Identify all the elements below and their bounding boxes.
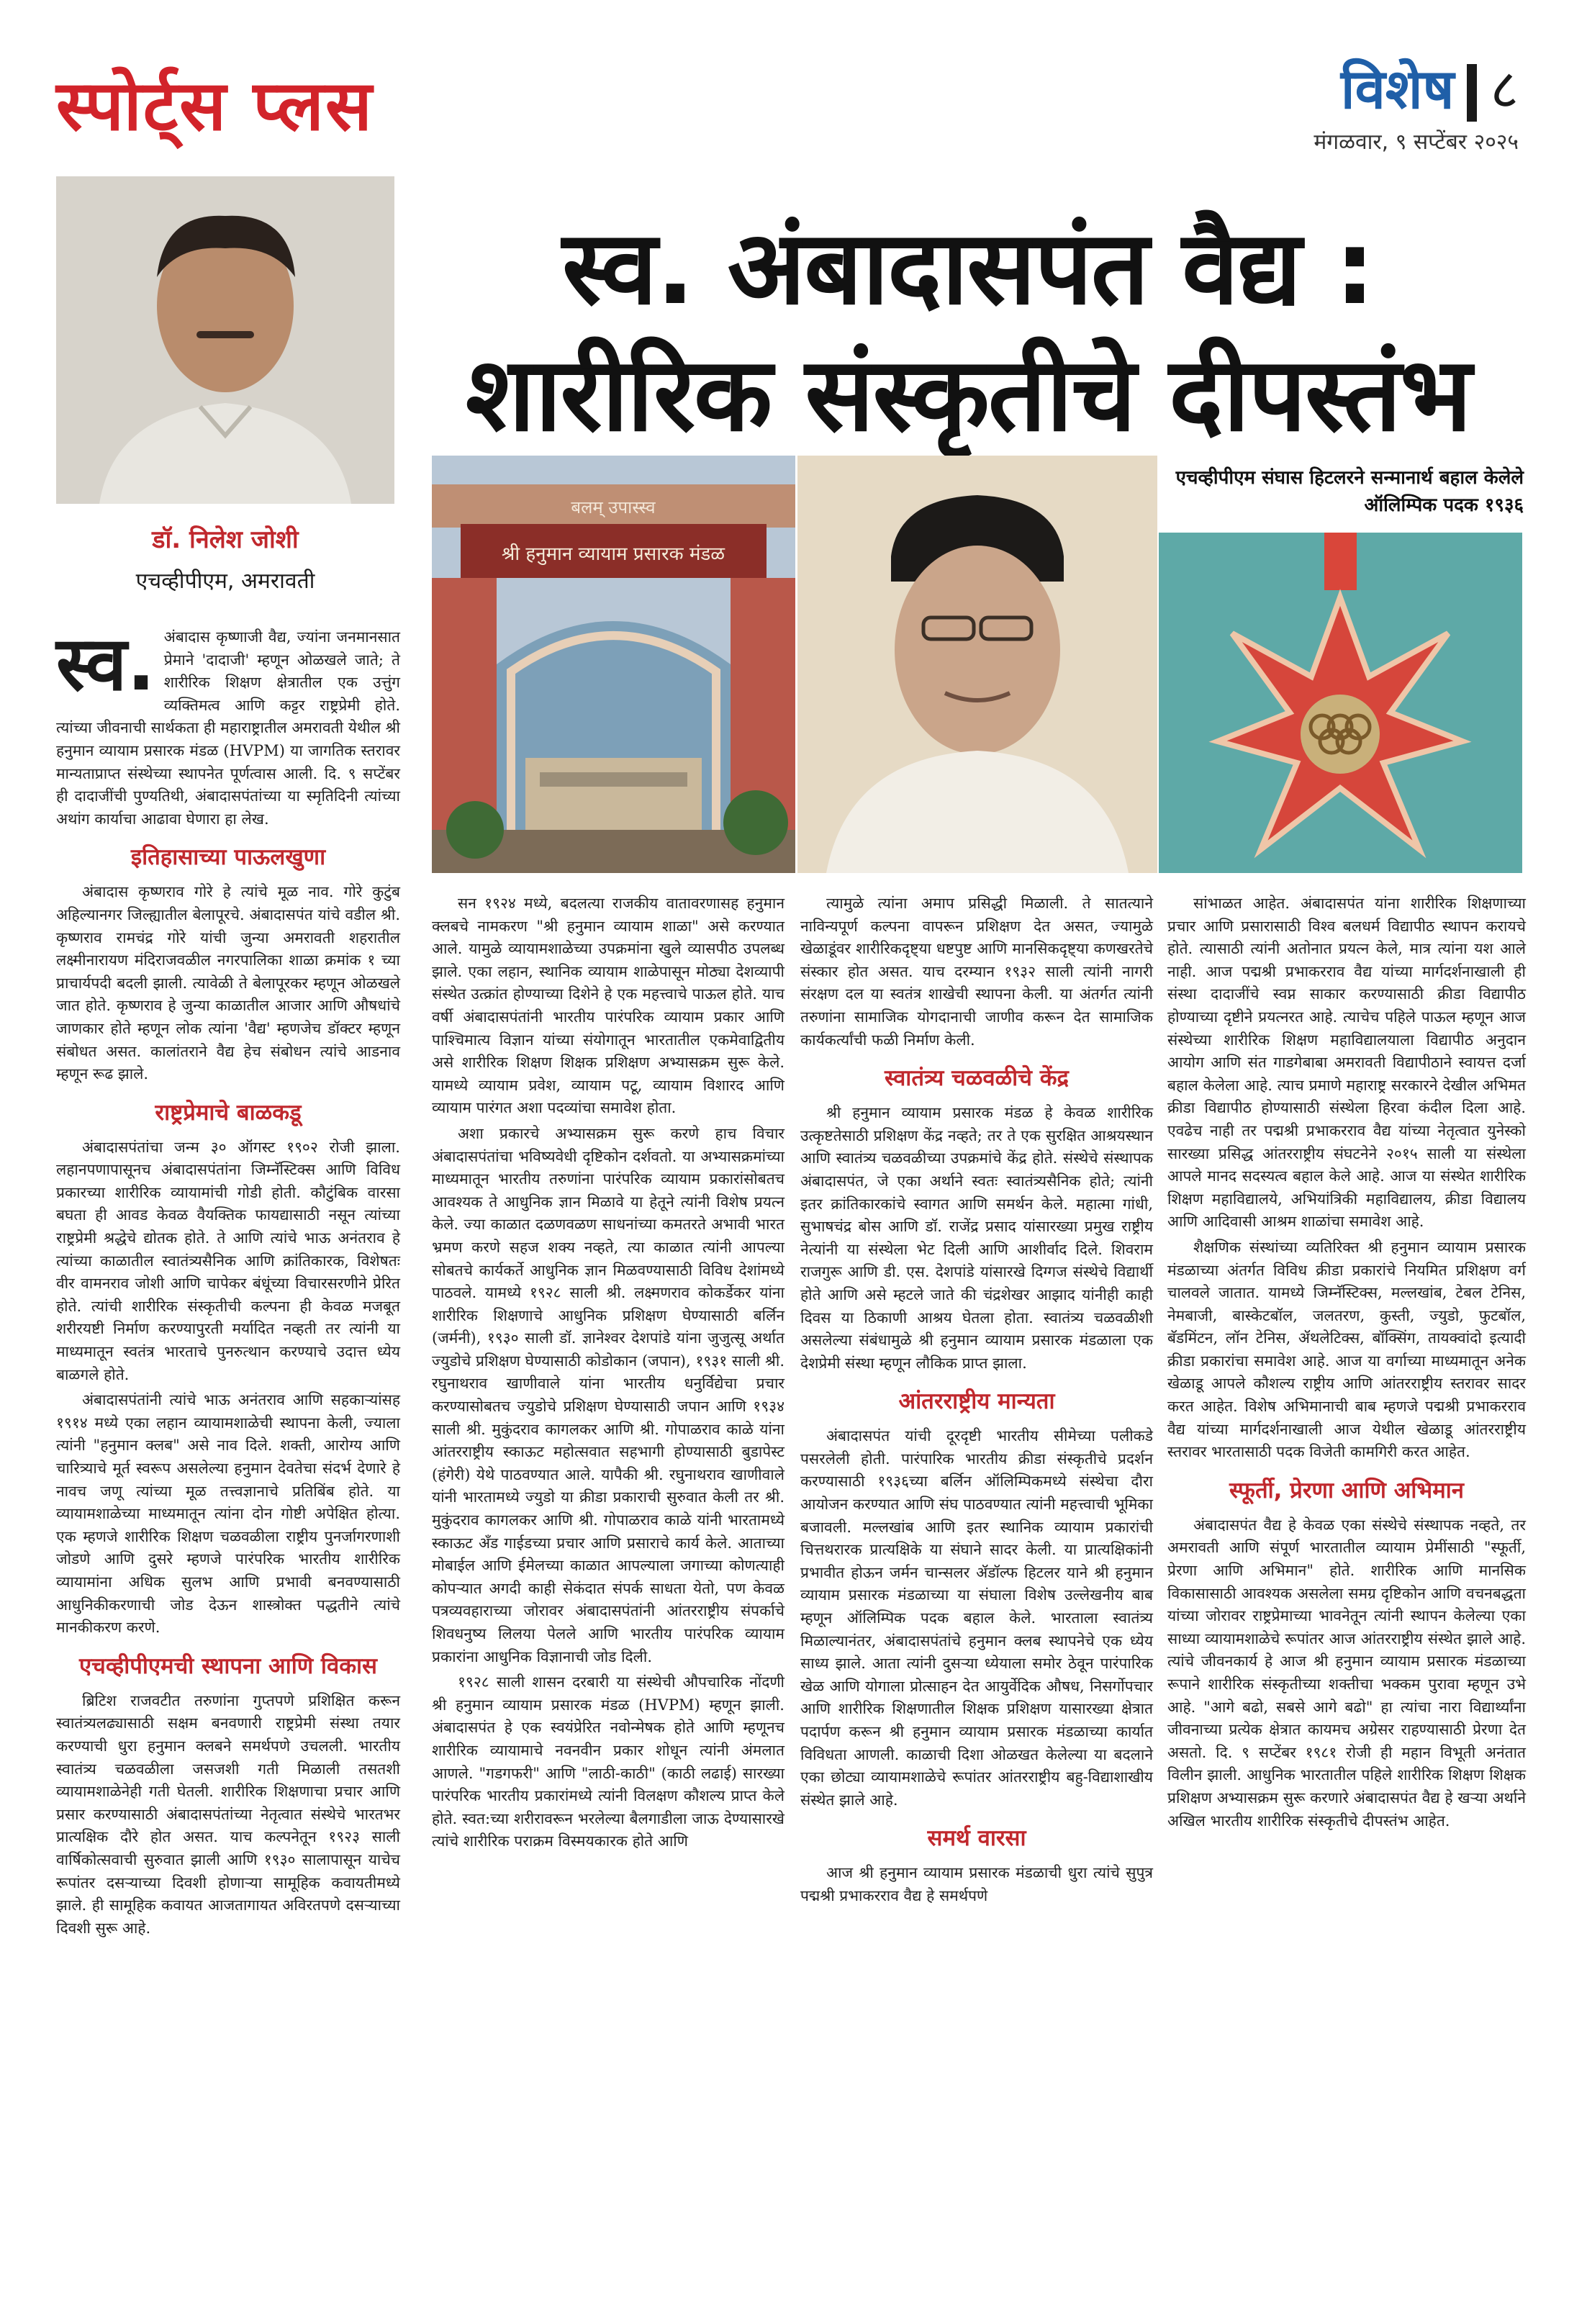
paragraph: अंबादासपंतांनी त्यांचे भाऊ अनंतराव आणि सहकाऱ्यांसह १९१४ मध्ये एका लहान व्यायामशाळेची स्थापना केली, ज्याला त्यांनी "हनुमान क्लब" असे नाव दिले. शक्ती, आरोग्य आणि चारित्र्याचे मूर्त स्वरूप असलेल्या हनुमान देवतेचा संदर्भ देणारे हे नावच जणू त्यांच्या मूळ तत्त्वज्ञानाचे प्रतिबिंब होते. या व्यायामशाळेच्या माध्यमातून त्यांना दोन गोष्टी अपेक्षित होत्या. एक म्हणजे शारीरिक शिक्षण चळवळीला राष्ट्रीय पुनर्जागरणाशी जोडणे आणि दुसरे म्हणजे पारंपरिक भारतीय शारीरिक व्यायामांना अधिक सुलभ आणि प्रभावी बनवण्यासाठी आधुनिकीकरणाची जोड देऊन शास्त्रोक्त पद्धतीने त्यांचे मानकीकरण करणे. — [56, 1391, 400, 1637]
paragraph: सांभाळत आहेत. अंबादासपंत यांना शारीरिक शिक्षणाच्या प्रचार आणि प्रसारासाठी विश्व बलधर्म विद्यापीठ स्थापन करायचे होते. त्यासाठी त्यांनी अतोनात प्रयत्न केले, मात्र त्यांना यश आले नाही. आज पद्मश्री प्रभाकरराव वैद्य यांच्या मार्गदर्शनाखाली ही संस्था दादाजींचे स्वप्न साकार करण्यासाठी क्रीडा विद्यापीठ होण्याच्या दृष्टीने प्रयत्नरत आहे. त्याचेच पहिले पाऊल म्हणून आज संस्थेच्या शारीरिक शिक्षण महाविद्यालयाला विद्यापीठ अनुदान आयोग आणि संत गाडगेबाबा अमरावती विद्यापीठाने स्वायत्त दर्जा बहाल केलेला आहे. त्याच प्रमाणे महाराष्ट्र सरकारने देखील अभिमत क्रीडा विद्यापीठ होण्यासाठी संस्थेला हिरवा कंदील दिला आहे. एवढेच नाही तर पद्मश्री प्रभाकरराव वैद्य यांच्या नेतृत्वात युनेस्को सारख्या प्रसिद्ध आंतरराष्ट्रीय संघटनेने २०१५ साली या संस्थेला आपले मानद सदस्यत्व बहाल केले आहे. आज या संस्थेत शारीरिक शिक्षण महाविद्यालये, अभियांत्रिकी महाविद्यालय, क्रीडा विद्यालय आणि आदिवासी आश्रम शाळांचा समावेश आहे. — [1167, 895, 1526, 1231]
headline-line-2: शारीरिक संस्कृतीचे दीपस्तंभ — [466, 335, 1470, 454]
building-photo — [432, 456, 795, 873]
building-gate-image — [432, 456, 795, 873]
author-portrait-icon — [56, 176, 394, 504]
headline — [403, 205, 1533, 458]
author-name: डॉ. निलेश जोशी — [152, 525, 299, 554]
medal-caption: एचव्हीपीएम संघास हिटलरने सन्मानार्थ बहाल केलेले ऑलिम्पिक पदक १९३६ — [1175, 467, 1524, 516]
divider — [1467, 64, 1477, 122]
paragraph: सन १९२४ मध्ये, बदलत्या राजकीय वातावरणासह हनुमान क्लबचे नामकरण "श्री हनुमान व्यायाम शाळा" असे करण्यात आले. यामुळे व्यायामशाळेच्या उपक्रमांना खुले व्यासपीठ उपलब्ध झाले. एका लहान, स्थानिक व्यायाम शाळेपासून मोठ्या देशव्यापी संस्थेत उत्क्रांत होण्याच्या दिशेने हे एक महत्त्वाचे पाऊल होते. याच वर्षी अंबादासपंतांनी भारतीय पारंपरिक व्यायाम प्रकार आणि पाश्चिमात्य विज्ञान यांच्या संयोगातून भारतातील एकमेवाद्वितीय असे शारीरिक शिक्षण शिक्षक प्रशिक्षण अभ्यासक्रम सुरू केले. यामध्ये व्यायाम प्रवेश, व्यायाम पटू, व्यायाम विशारद आणि व्यायाम पारंगत अशा पदव्यांचा समावेश होता. — [432, 895, 785, 1117]
paragraph: शैक्षणिक संस्थांच्या व्यतिरिक्त श्री हनुमान व्यायाम प्रसारक मंडळाच्या अंतर्गत विविध क्रीडा प्रकारांचे नियमित प्रशिक्षण वर्ग चालवले जातात. यामध्ये जिम्नॅस्टिक्स, मल्लखांब, टेबल टेनिस, नेमबाजी, बास्केटबॉल, जलतरण, कुस्ती, ज्युडो, फुटबॉल, बॅडमिंटन, लॉन टेनिस, ॲथलेटिक्स, बॉक्सिंग, तायक्वांदो इत्यादी क्रीडा प्रकारांचा समावेश आहे. आज या वर्गाच्या माध्यमातून अनेक खेळाडू आपले कौशल्य राष्ट्रीय आणि आंतरराष्ट्रीय स्तरावर सादर करत आहेत. विशेष अभिमानाची बाब म्हणजे पद्मश्री प्रभाकरराव वैद्य यांच्या मार्गदर्शनाखाली आज येथील खेळाडू आंतरराष्ट्रीय स्तरावर भारतासाठी पदक विजेती कामगिरी करत आहेत. — [1167, 1238, 1526, 1461]
subhead-freedom: स्वातंत्र्य चळवळीचे केंद्र — [885, 1065, 1069, 1092]
ambadaspant-portrait-icon — [797, 456, 1157, 873]
dropcap: स्व. — [56, 620, 155, 707]
paragraph: श्री हनुमान व्यायाम प्रसारक मंडळ हे केवळ शारीरिक उत्कृष्टतेसाठी प्रशिक्षण केंद्र नव्हते; तर ते एक सुरक्षित आश्रयस्थान आणि स्वातंत्र्य चळवळीच्या उपक्रमांचे केंद्र होते. संस्थेचे संस्थापक अंबादासपंत, जे एका अर्थाने स्वतः स्वातंत्र्यसैनिक होते; त्यांनी इतर क्रांतिकारकांचे स्वागत आणि समर्थन केले. महात्मा गांधी, सुभाषचंद्र बोस आणि डॉ. राजेंद्र प्रसाद यांसारख्या प्रमुख राष्ट्रीय नेत्यांनी या संस्थेला भेट दिली आणि आशीर्वाद दिले. शिवराम राजगुरू आणि डी. एस. देशपांडे यांसारखे दिग्गज संस्थेचे विद्यार्थी होते आणि असे म्हटले जाते की चंद्रशेखर आझाद यांनीही काही दिवस या ठिकाणी आश्रय घेतला होता. स्वातंत्र्य चळवळीशी असलेल्या संबंधामुळे श्री हनुमान व्यायाम प्रसारक मंडळाला एक देशप्रेमी संस्था म्हणून लौकिक प्राप्त झाला. — [800, 1104, 1153, 1372]
subhead-patriotism: राष्ट्रप्रेमाचे बाळकडू — [155, 1099, 302, 1126]
issue-date: मंगळवार, ९ सप्टेंबर २०२५ — [1314, 130, 1519, 155]
paragraph: ब्रिटिश राजवटीत तरुणांना गुप्तपणे प्रशिक्षित करून स्वातंत्र्यलढ्यासाठी सक्षम बनवणारी राष्ट्रप्रेमी संस्था तयार करण्याची धुरा हनुमान क्लबने समर्थपणे उचलली. भारतीय स्वातंत्र्य चळवळीला जसजशी गती मिळाली तसतशी व्यायामशाळेनेही गती घेतली. शारीरिक शिक्षणाचा प्रचार आणि प्रसार करण्यासाठी अंबादासपंतांच्या नेतृत्वात संस्थेचे भारतभर प्रात्यक्षिक दौरे होत असत. याच कल्पनेतून १९२३ साली वार्षिकोत्सवाची सुरुवात झाली आणि १९३० सालापासून याचेच रूपांतर दसऱ्याच्या दिवशी होणाऱ्या सामूहिक कवायतीमध्ये झाले. ही सामूहिक कवायत आजतागायत अविरतपणे दसऱ्याच्या दिवशी सुरू आहे. — [56, 1691, 400, 1937]
paragraph: त्यामुळे त्यांना अमाप प्रसिद्धी मिळाली. ते सातत्याने नाविन्यपूर्ण कल्पना वापरून प्रशिक्षण देत असत, ज्यामुळे खेळाडूंवर शारीरिकदृष्ट्या धष्टपुष्ट आणि मानसिकदृष्ट्या कणखरतेचे संस्कार होत असत. याच दरम्यान १९३२ साली त्यांनी नागरी संरक्षण दल या स्वतंत्र शाखेची स्थापना केली. या अंतर्गत त्यांनी तरुणांना सामाजिक योगदानाची जाणीव करून देत सामाजिक कार्यकर्त्यांची फळी निर्माण केली. — [800, 895, 1153, 1049]
column-1 — [56, 620, 400, 1943]
paragraph: अंबादासपंत वैद्य हे केवळ एका संस्थेचे संस्थापक नव्हते, तर अमरावती आणि संपूर्ण भारतातील व्यायाम प्रेमींसाठी "स्फूर्ती, प्रेरणा आणि अभिमान" होते. शारीरिक आणि मानसिक विकासासाठी आवश्यक असलेला समग्र दृष्टिकोन आणि वचनबद्धता यांच्या जोरावर राष्ट्रप्रेमाच्या भावनेतून त्यांनी स्थापन केलेल्या एका साध्या व्यायामशाळेचे रूपांतर आज आंतरराष्ट्रीय संस्थेत झाले आहे. त्यांचे जीवनकार्य हे आज श्री हनुमान व्यायाम प्रसारक मंडळाच्या रूपाने शारीरिक संस्कृतीच्या शक्तीचा भक्कम पुरावा म्हणून उभे आहे. "आगे बढो, सबसे आगे बढो" हा त्यांचा नारा विद्यार्थ्यांना जीवनाच्या प्रत्येक क्षेत्रात कायमच अग्रेसर राहण्यासाठी प्रेरणा देत असतो. दि. ९ सप्टेंबर १९८१ रोजी ही महान विभूती अनंतात विलीन झाली. आधुनिक भारतातील पहिले शारीरिक शिक्षण शिक्षक प्रशिक्षण अभ्यासक्रम सुरू करणारे अंबादासपंत वैद्य हे खऱ्या अर्थाने अखिल भारतीय शारीरिक संस्कृतीचे दीपस्तंभ आहेत. — [1167, 1516, 1526, 1830]
paragraph: अशा प्रकारचे अभ्यासक्रम सुरू करणे हाच विचार अंबादासपंतांचा भविष्यवेधी दृष्टिकोन दर्शवतो. या अभ्यासक्रमांच्या माध्यमातून भारतीय तरुणांना पारंपरिक व्यायाम प्रकारांसोबतच आवश्यक ते आधुनिक ज्ञान मिळावे या हेतूने त्यांनी विशेष प्रयत्न केले. ज्या काळात दळणवळण साधनांच्या कमतरते अभावी भारत भ्रमण करणे सहज शक्य नव्हते, त्या काळात त्यांनी आपल्या सोबतचे कार्यकर्ते आधुनिक ज्ञान मिळवण्यासाठी विविध देशांमध्ये पाठवले. यामध्ये १९२८ साली श्री. लक्ष्मणराव कोकर्डेकर यांना शारीरिक शिक्षणाचे आधुनिक प्रशिक्षण घेण्यासाठी बर्लिन (जर्मनी), १९३० साली डॉ. ज्ञानेश्वर देशपांडे यांना जुजुत्सू अर्थात ज्युडोचे प्रशिक्षण घेण्यासाठी कोडोकान (जपान), १९३१ साली श्री. रघुनाथराव खाणीवाले यांना भारतीय धनुर्विद्येचा प्रचार करण्यासोबतच ज्युडोचे प्रशिक्षण घेण्यासाठी जपान आणि १९३४ साली श्री. मुकुंदराव कागलकर आणि श्री. गोपाळराव काळे यांना आंतरराष्ट्रीय स्काऊट महोत्सवात सहभागी होण्यासाठी बुडापेस्ट (हंगेरी) येथे पाठवण्यात आले. यापैकी श्री. रघुनाथराव खाणीवाले यांनी भारतामध्ये ज्युडो या क्रीडा प्रकाराची सुरुवात केली तर श्री. मुकुंदराव कागलकर आणि श्री. गोपाळराव काळे यांनी भारतामध्ये स्काऊट अँड गाईडच्या प्रचार आणि प्रसाराचे कार्य केले. आताच्या मोबाईल आणि ईमेलच्या काळात आपल्याला जगाच्या कोणत्याही कोपऱ्यात अगदी काही सेकंदात संपर्क साधता येतो, पण केवळ पत्रव्यवहाराच्या जोरावर अंबादासपंतांनी आंतरराष्ट्रीय संपर्काचे शिवधनुष्य लिलया पेलले आणि भारतीय पारंपरिक व्यायाम प्रकारांना आधुनिक विज्ञानाची जोड दिली. — [432, 1124, 785, 1665]
subhead-founding: एचव्हीपीएमची स्थापना आणि विकास — [79, 1652, 377, 1679]
subhead-recognition: आंतरराष्ट्रीय मान्यता — [898, 1388, 1055, 1415]
section-name: विशेष — [1340, 57, 1455, 121]
subhead-history: इतिहासाच्या पाऊलखुणा — [130, 844, 326, 871]
paragraph: आज श्री हनुमान व्यायाम प्रसारक मंडळाची धुरा त्यांचे सुपुत्र पद्मश्री प्रभाकरराव वैद्य हे समर्थपणे — [800, 1864, 1153, 1904]
paragraph: १९२८ साली शासन दरबारी या संस्थेची औपचारिक नोंदणी श्री हनुमान व्यायाम प्रसारक मंडळ (HVPM) म्हणून झाली. अंबादासपंत हे एक स्वयंप्रेरित नवोन्मेषक होते आणि म्हणूनच शारीरिक व्यायामाचे नवनवीन प्रकार शोधून त्यांनी अंमलात आणले. "गडगफरी" आणि "लाठी-काठी" (काठी लढाई) सारख्या पारंपरिक भारतीय प्रकारांमध्ये त्यांनी विलक्षण कौशल्य प्राप्त केले होते. स्वत:च्या शरीरावरून भरलेल्या बैलगाडीला जाऊ देण्यासारखे त्यांचे शारीरिक पराक्रम विस्मयकारक होते आणि — [432, 1673, 785, 1850]
column-3 — [800, 892, 1153, 1911]
headline-line-1: स्व. अंबादासपंत वैद्य : — [562, 209, 1374, 327]
gate-motto: बलम् उपास्स्व — [571, 497, 656, 517]
author-photo — [56, 176, 394, 504]
paragraph: अंबादासपंत यांची दूरदृष्टी भारतीय सीमेच्या पलीकडे पसरलेली होती. पारंपारिक भारतीय क्रीडा संस्कृतीचे प्रदर्शन करण्यासाठी १९३६च्या बर्लिन ऑलिम्पिकमध्ये संस्थेचा दौरा आयोजन करण्यात आणि संघ पाठवण्यात त्यांनी महत्त्वाची भूमिका बजावली. मल्लखांब आणि इतर स्थानिक व्यायाम प्रकारांची चित्तथरारक प्रात्यक्षिके या संघाने सादर केली. या प्रात्यक्षिकांनी प्रभावीत होऊन जर्मन चान्सलर ॲडॉल्फ हिटलर याने श्री हनुमान व्यायाम प्रसारक मंडळाच्या या संघाला विशेष उल्लेखनीय बाब म्हणून ऑलिम्पिक पदक बहाल केले. भारताला स्वातंत्र्य मिळाल्यानंतर, अंबादासपंतांचे हनुमान क्लब स्थापनेचे एक ध्येय साध्य झाले. आता त्यांनी दुसऱ्या ध्येयाला समोर ठेवून पारंपारिक खेळ आणि योगाला प्रोत्साहन देत आयुर्वेदिक औषध, निसर्गोपचार आणि शारीरिक शिक्षणातील शिक्षक प्रशिक्षण यासारख्या क्षेत्रात पदार्पण करून श्री हनुमान व्यायाम प्रसारक मंडळाच्या कार्यात विविधता आणली. काळाची दिशा ओळखत केलेल्या या बदलाने एका छोट्या व्यायामशाळेचे रूपांतर आंतरराष्ट्रीय बहु-विद्याशाखीय संस्थेत झाले आहे. — [800, 1427, 1153, 1809]
masthead — [0, 0, 1587, 166]
gate-sign: श्री हनुमान व्यायाम प्रसारक मंडळ — [501, 543, 725, 565]
paragraph: अंबादास कृष्णराव गोरे हे त्यांचे मूळ नाव. गोरे कुटुंब अहिल्यानगर जिल्ह्यातील बेलापूरचे. अंबादासपंत यांचे वडील श्री. कृष्णराव रामचंद्र गोरे यांची जुन्या अमरावती शहरातील लक्ष्मीनारायण मंदिराजवळील नगरपालिका शाळा क्रमांक १ च्या प्राचार्यपदी बदली झाली. त्यावेळी ते बेलापूरकर म्हणून ओळखले जात होते. कृष्णराव हे जुन्या काळातील आजार आणि औषधांचे जाणकार होते म्हणून लोक त्यांना 'वैद्य' म्हणजेच डॉक्टर म्हणून संबोधत असत. कालांतराने वैद्य हेच संबोधन त्यांचे आडनाव म्हणून रूढ झाले. — [56, 883, 400, 1083]
column-4 — [1167, 892, 1526, 1835]
subhead-inspiration: स्फूर्ती, प्रेरणा आणि अभिमान — [1229, 1477, 1464, 1504]
intro-paragraph — [56, 620, 400, 831]
paragraph: अंबादासपंतांचा जन्म ३० ऑगस्ट १९०२ रोजी झाला. लहानपणापासूनच अंबादासपंतांना जिम्नॅस्टिक्स आणि विविध प्रकारच्या शारीरिक व्यायामांची गोडी होती. कौटुंबिक वारसा बघता ही आवड केवळ वैयक्तिक फायद्यासाठी नसून त्यांच्या राष्ट्रप्रेमी श्रद्धेचे द्योतक होते. ते आणि त्यांचे भाऊ अनंतराव हे त्यांच्या काळातील स्वातंत्र्यसैनिक आणि क्रांतिकारक, विशेषतः वीर वामनराव जोशी आणि चापेकर बंधूंच्या विचारसरणीने प्रेरित होते. त्यांची शारीरिक संस्कृतीची कल्पना ही केवळ मजबूत शरीरयष्टी निर्माण करण्यापुरती मर्यादित नव्हती तर त्यांनी या माध्यमातून स्वतंत्र भारताचे पुनरुत्थान करण्याचे उदात्त ध्येय बाळगले होते. — [56, 1138, 400, 1383]
column-2 — [432, 892, 785, 1856]
subhead-legacy: समर्थ वारसा — [927, 1825, 1026, 1852]
author-org: एचव्हीपीएम, अमरावती — [135, 569, 315, 594]
page-number: ८ — [1490, 57, 1519, 121]
intro-text: अंबादास कृष्णाजी वैद्य, ज्यांना जनमानसात प्रेमाने 'दादाजी' म्हणून ओळखले जाते; ते शारीरिक शिक्षण क्षेत्रातील एक उत्तुंग व्यक्तिमत्व आणि कट्टर राष्ट्रप्रेमी होते. त्यांच्या जीवनाची सार्थकता ही महाराष्ट्रातील अमरावती येथील श्री हनुमान व्यायाम प्रसारक मंडळ (HVPM) या जागतिक स्तरावर मान्यताप्राप्त संस्थेच्या स्थापनेत पूर्णत्वास आली. दि. ९ सप्टेंबर ही दादाजींची पुण्यतिथी, अंबादासपंतांच्या या स्मृतिदिनी त्यांच्या अथांग कार्याचा आढावा घेणारा हा लेख. — [56, 628, 400, 828]
portrait-photo — [797, 456, 1157, 873]
medal-photo — [1159, 533, 1522, 873]
olympic-medal-icon — [1159, 533, 1522, 873]
brand-logo: स्पोर्ट्स प्लस — [56, 65, 374, 146]
section-label — [1341, 50, 1519, 125]
